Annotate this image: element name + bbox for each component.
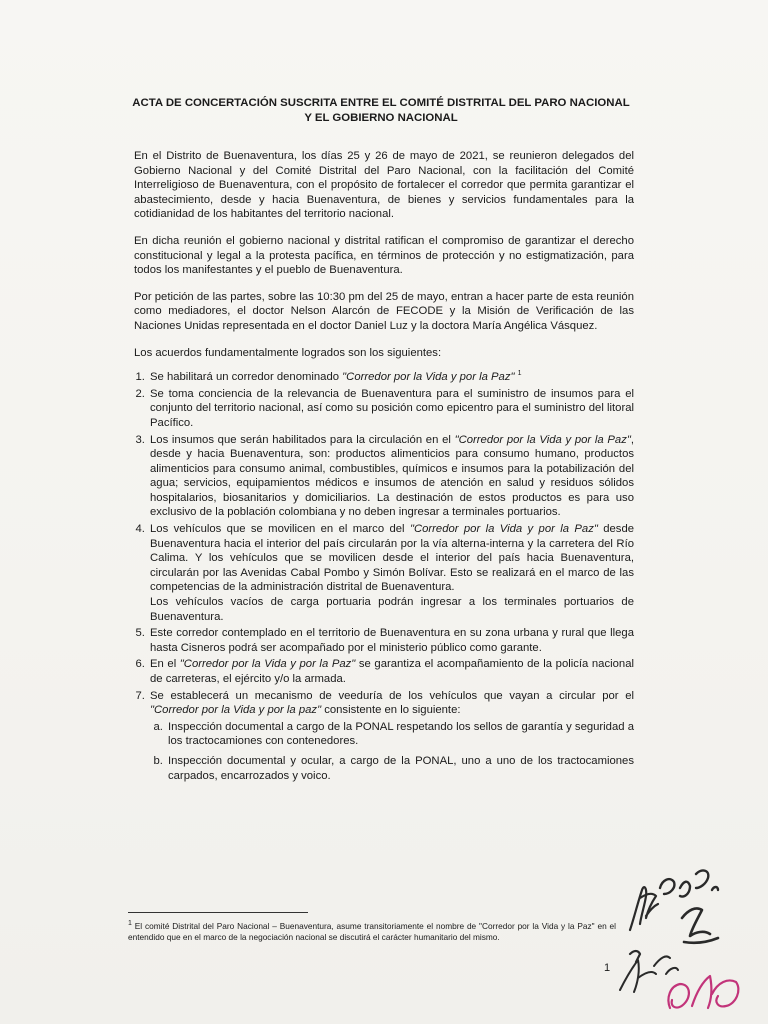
agreement-item-4 [148, 522, 634, 624]
document-body [128, 96, 634, 788]
item4-note: Los vehículos vacíos de carga portuaria podrán ingresar a los terminales portuarios de Buenaventura. [150, 596, 634, 623]
footnote-number: 1 [128, 920, 132, 928]
document-title [128, 96, 634, 125]
item6-italic: "Corredor por la Vida y por la Paz" [179, 658, 356, 671]
paragraph-2: En dicha reunión el gobierno nacional y distrital ratifican el compromiso de garantizar el derecho constitucional y legal a la protesta pacífica, en términos de protección y no estigmatización, para todos los manifestantes y el pueblo de Buenaventura. [134, 234, 634, 277]
agreement-item-7 [148, 689, 634, 784]
item3-before: Los insumos que serán habilitados para la circulación en el [150, 433, 455, 446]
agreement-item-3 [148, 433, 634, 521]
item6-after: se garantiza el acompañamiento de la policía nacional de carreteras, el ejército y/o la armada. [150, 658, 634, 685]
page-number: 1 [604, 962, 611, 974]
item1-italic: "Corredor por la Vida y por la Paz" [342, 371, 515, 384]
item3-after: , desde y hacia Buenaventura, son: productos alimenticios para consumo humano, productos alimenticios para consumo animal, combustibles, químicos e insumos para la potabilización del agua; servicios, equipamientos médicos e insumos de atención en salud y residuos sólidos hospitalarios, biosanitarios y domiciliarios. La destinación de estos productos es para uso exclusivo de la población colombiana y no deben ingresar a terminales portuarios. [150, 433, 635, 519]
footnote-divider [128, 912, 308, 913]
item7-italic: "Corredor por la Vida y por la paz" [150, 704, 322, 717]
agreements-list [128, 370, 634, 783]
paragraph-1: En el Distrito de Buenaventura, los días 25 y 26 de mayo de 2021, se reunieron delegados del Gobierno Nacional y del Comité Distrital del Paro Nacional, con la facilitación del Comité Interreligioso de Buenaventura, con el propósito de fortalecer el corredor que permita garantizar el abastecimiento, desde y hacia Buenaventura, de bienes y servicios fundamentales para la cotidianidad de los habitantes del territorio nacional. [134, 150, 634, 221]
paragraph-3: Por petición de las partes, sobre las 10:30 pm del 25 de mayo, entran a hacer parte de esta reunión como mediadores, el doctor Nelson Alarcón de FECODE y la Misión de Verificación de las Naciones Unidas representada en el doctor Daniel Luz y la doctora María Angélica Vásquez. [134, 290, 634, 332]
agreement-item-2: 2. Se toma conciencia de la relevancia de Buenaventura para el suministro de insumos para el conjunto del territorio nacional, así como su posición como epicentro para el suministro del litoral Pacífico. [148, 387, 634, 431]
signature-2 [660, 871, 718, 897]
item7-before: Se establecerá un mecanismo de veeduría de los vehículos que vayan a circular por el [150, 689, 634, 702]
title-line-1: ACTA DE CONCERTACIÓN SUSCRITA ENTRE EL COMITÉ DISTRITAL DEL PARO NACIONAL [132, 97, 630, 109]
signature-1 [630, 887, 658, 962]
title-line-2: Y EL GOBIERNO NACIONAL [304, 111, 458, 124]
signature-3 [682, 908, 718, 942]
item7-sub-b: b. Inspección documental y ocular, a cargo de la PONAL, uno a uno de los tractocamiones carpados, encarrozados y voico. [166, 754, 634, 783]
item1-text: Se habilitará un corredor denominado [150, 371, 343, 384]
agreements-intro: Los acuerdos fundamentalmente logrados son los siguientes: [134, 346, 442, 359]
footnote [128, 921, 616, 943]
agreement-item-1 [148, 370, 634, 385]
item3-italic: "Corredor por la Vida y por la Paz" [454, 433, 631, 446]
item4-after: desde Buenaventura hacia el interior del país circularán por la vía alterna-interna y la carretera del Río Calima. Y los vehículos que se movilicen desde el interior del país hacia Buenaventura, circularán por las Avenidas Cabal Pombo y Simón Bolívar. Esto se realizará en el marco de las competencias de la administración distrital de Buenaventura. [150, 523, 635, 594]
signatures [600, 858, 768, 1024]
item4-italic: "Corredor por la Vida y por la Paz" [409, 523, 598, 536]
agreement-item-6 [148, 657, 634, 686]
item7-sub-a: a. Inspección documental a cargo de la PONAL respetando los sellos de garantía y seguridad a los tractocamiones con contenedores. [166, 720, 634, 749]
signature-4 [620, 956, 678, 992]
agreement-item-5: 5. Este corredor contemplado en el territorio de Buenaventura en su zona urbana y rural que llega hasta Cisneros podrá ser acompañado por el ministerio público como garante. [148, 626, 634, 655]
footnote-text: El comité Distrital del Paro Nacional – Buenaventura, asume transitoriamente el nombre de "Corredor por la Vida y la Paz" en el entendido que en el marco de la negociación nacional se discutirá el carácter humanitario del mismo. [128, 921, 616, 942]
signature-5 [668, 976, 738, 1008]
item7-after: consistente en lo siguiente: [321, 704, 461, 717]
footnote-ref: 1 [517, 370, 522, 378]
item6-before: En el [150, 658, 180, 671]
item7-sublist [150, 720, 634, 783]
item4-before: Los vehículos que se movilicen en el marco del [150, 523, 410, 536]
